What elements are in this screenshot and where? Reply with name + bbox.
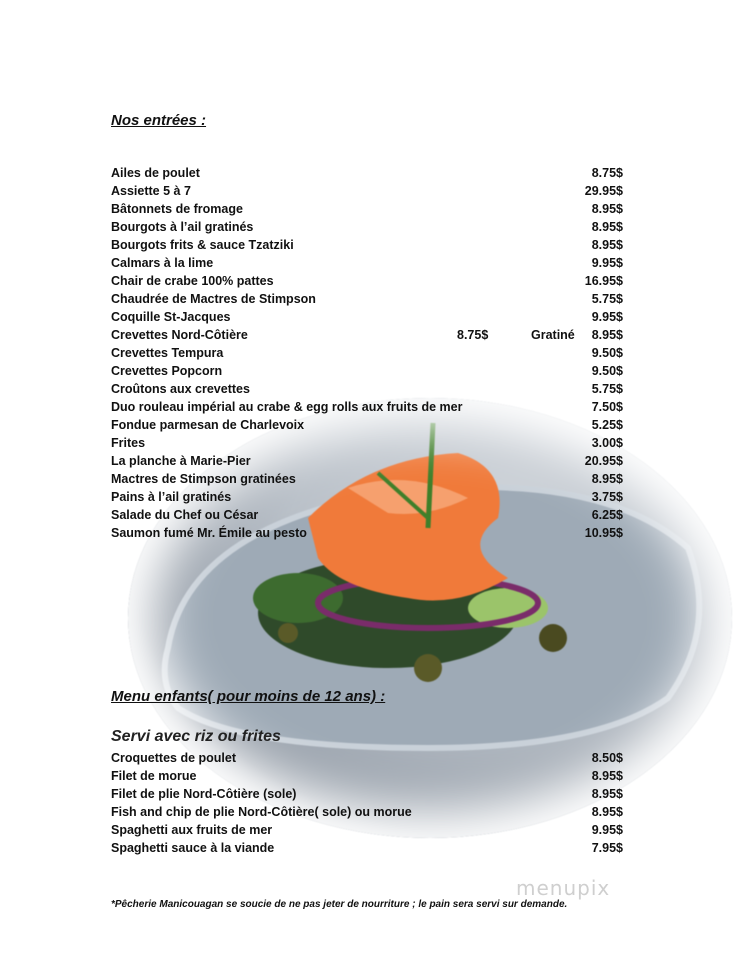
item-price: 16.95$ xyxy=(584,274,623,288)
item-name: Croquettes de poulet xyxy=(111,751,237,765)
item-price: 9.95$ xyxy=(591,823,623,837)
item-price: 5.25$ xyxy=(591,418,623,432)
item-price: 20.95$ xyxy=(584,454,623,468)
list-item xyxy=(111,236,623,254)
item-name: Crevettes Nord-Côtière xyxy=(111,328,248,342)
item-name: Spaghetti sauce à la viande xyxy=(111,841,275,855)
item-name: Duo rouleau impérial au crabe & egg rolls aux fruits de mer xyxy=(111,400,463,414)
list-item xyxy=(111,470,623,488)
list-item xyxy=(111,767,623,785)
kids-subheading: Servi avec riz ou frites xyxy=(111,728,281,745)
item-price: 8.50$ xyxy=(591,751,623,765)
item-price: 29.95$ xyxy=(584,184,623,198)
item-price: 8.95$ xyxy=(591,238,623,252)
kids-list xyxy=(111,749,623,857)
list-item xyxy=(111,434,623,452)
list-item xyxy=(111,506,623,524)
list-item xyxy=(111,254,623,272)
watermark: menupix xyxy=(516,876,611,900)
item-name: Salade du Chef ou César xyxy=(111,508,259,522)
item-price: 8.95$ xyxy=(591,328,623,342)
list-item xyxy=(111,380,623,398)
item-price: 8.95$ xyxy=(591,472,623,486)
list-item xyxy=(111,803,623,821)
item-alt-price: 8.75$ xyxy=(457,328,489,342)
list-item xyxy=(111,164,623,182)
item-price: 9.50$ xyxy=(591,364,623,378)
item-price: 7.95$ xyxy=(591,841,623,855)
kids-heading: Menu enfants( pour moins de 12 ans) : xyxy=(111,688,386,705)
item-name: Assiette 5 à 7 xyxy=(111,184,191,198)
item-name: Ailes de poulet xyxy=(111,166,200,180)
list-item xyxy=(111,821,623,839)
item-name: Chaudrée de Mactres de Stimpson xyxy=(111,292,316,306)
item-name: Crevettes Tempura xyxy=(111,346,224,360)
item-price: 8.95$ xyxy=(591,220,623,234)
item-price: 10.95$ xyxy=(584,526,623,540)
item-name: Mactres de Stimpson gratinées xyxy=(111,472,296,486)
item-alt-label: Gratiné xyxy=(531,328,575,342)
list-item xyxy=(111,452,623,470)
entrees-heading: Nos entrées : xyxy=(111,112,207,129)
list-item xyxy=(111,200,623,218)
item-price: 5.75$ xyxy=(591,292,623,306)
item-name: Coquille St-Jacques xyxy=(111,310,231,324)
list-item xyxy=(111,326,623,344)
list-item xyxy=(111,839,623,857)
footer-note: *Pêcherie Manicouagan se soucie de ne pas jeter de nourriture ; le pain sera servi sur demande. xyxy=(111,899,568,910)
item-name: Fondue parmesan de Charlevoix xyxy=(111,418,305,432)
list-item xyxy=(111,272,623,290)
list-item xyxy=(111,290,623,308)
item-price: 3.00$ xyxy=(591,436,623,450)
item-price: 8.95$ xyxy=(591,787,623,801)
item-price: 5.75$ xyxy=(591,382,623,396)
list-item xyxy=(111,398,623,416)
item-name: La planche à Marie-Pier xyxy=(111,454,251,468)
item-price: 3.75$ xyxy=(591,490,623,504)
item-name: Spaghetti aux fruits de mer xyxy=(111,823,273,837)
item-name: Filet de plie Nord-Côtière (sole) xyxy=(111,787,297,801)
list-item xyxy=(111,344,623,362)
list-item xyxy=(111,416,623,434)
item-price: 9.95$ xyxy=(591,310,623,324)
item-price: 8.95$ xyxy=(591,769,623,783)
list-item xyxy=(111,362,623,380)
list-item xyxy=(111,524,623,542)
item-name: Calmars à la lime xyxy=(111,256,214,270)
list-item xyxy=(111,218,623,236)
item-name: Fish and chip de plie Nord-Côtière( sole) ou morue xyxy=(111,805,412,819)
item-name: Saumon fumé Mr. Émile au pesto xyxy=(111,526,307,540)
list-item xyxy=(111,785,623,803)
item-name: Chair de crabe 100% pattes xyxy=(111,274,274,288)
item-name: Bâtonnets de fromage xyxy=(111,202,243,216)
item-price: 6.25$ xyxy=(591,508,623,522)
item-name: Frites xyxy=(111,436,146,450)
list-item xyxy=(111,749,623,767)
item-name: Filet de morue xyxy=(111,769,197,783)
item-name: Bourgots à l’ail gratinés xyxy=(111,220,254,234)
item-name: Croûtons aux crevettes xyxy=(111,382,250,396)
entrees-list xyxy=(111,164,623,542)
item-price: 9.50$ xyxy=(591,346,623,360)
item-price: 9.95$ xyxy=(591,256,623,270)
item-price: 8.75$ xyxy=(591,166,623,180)
item-price: 7.50$ xyxy=(591,400,623,414)
item-name: Crevettes Popcorn xyxy=(111,364,223,378)
item-name: Pains à l’ail gratinés xyxy=(111,490,232,504)
item-price: 8.95$ xyxy=(591,202,623,216)
list-item xyxy=(111,488,623,506)
item-price: 8.95$ xyxy=(591,805,623,819)
list-item xyxy=(111,308,623,326)
list-item xyxy=(111,182,623,200)
item-name: Bourgots frits & sauce Tzatziki xyxy=(111,238,294,252)
